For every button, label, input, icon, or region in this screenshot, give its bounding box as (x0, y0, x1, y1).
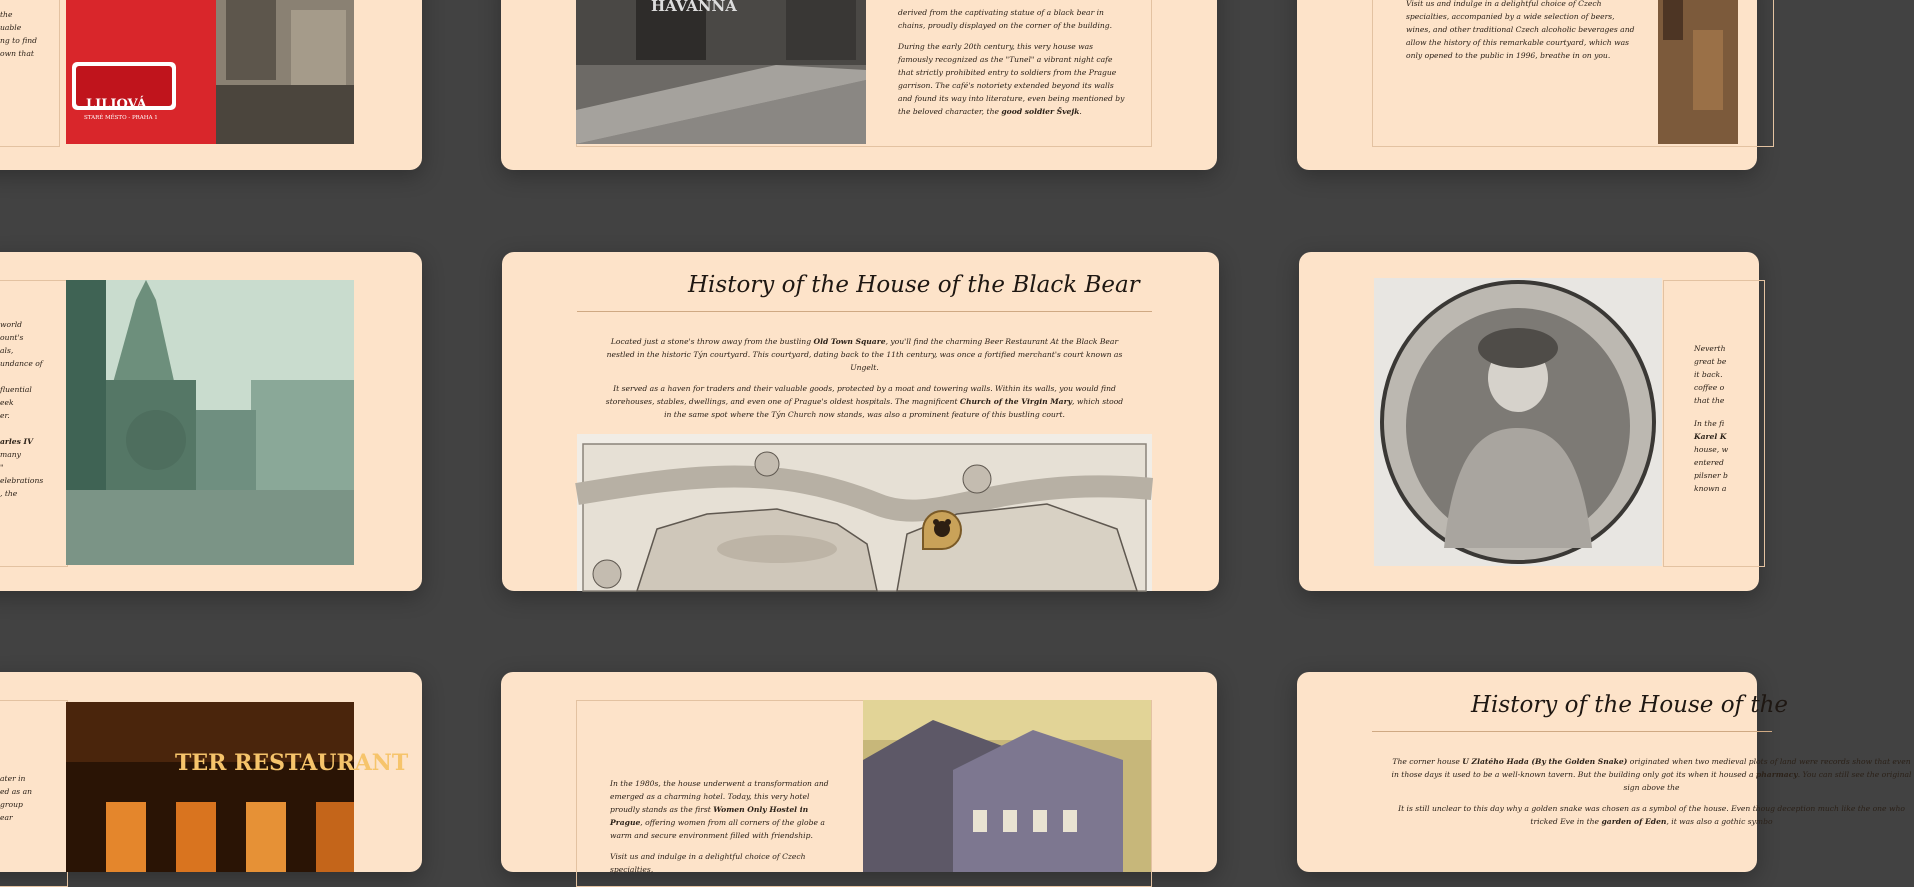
title-divider (577, 311, 1152, 312)
restaurant-sign-text: TER RESTAURANT (175, 750, 409, 776)
title-divider (1372, 731, 1772, 732)
slide-text (1406, 0, 1636, 70)
paragraph: During the early 20th century, this very house was famously recognized as the "Tunel" a vibrant night cafe that strictly prohibited entry to soldiers from the Prague garrison. The café's notoriety extended beyond its walls and found its way into literature, even being mentioned by the beloved character, the good soldier Švejk. (898, 42, 1125, 116)
restaurant-night-photo (66, 702, 354, 872)
building-painting (863, 700, 1151, 872)
slide-card-top-right[interactable] (1297, 0, 1757, 170)
historic-square-photo (66, 280, 354, 565)
paragraph: Visit us and indulge in a delightful choice of Czech specialties, accompanied by a wide selection of beers, wines, and other traditional Czech alcoholic beverages and allow the history of this remarkable courtyard, which was only opened to the public in 1996, breathe in on you. (1406, 0, 1635, 60)
slide-text: ater in ed as an group ear (0, 774, 33, 822)
slide-text (1389, 755, 1914, 836)
slide-text (610, 777, 835, 884)
street-sign-photo (66, 0, 354, 144)
street-sign-text: LILIOVÁ (86, 97, 147, 112)
slide-card-top-left[interactable] (0, 0, 422, 170)
historic-map (577, 434, 1152, 591)
slide-card-bottom-middle[interactable] (501, 672, 1217, 872)
slide-text (602, 335, 1127, 429)
shop-sign-text: HAVANNA (651, 0, 737, 15)
bear-icon (924, 512, 960, 548)
slide-card-bottom-left[interactable] (0, 672, 422, 872)
street-sign-subtext: STARÉ MĚSTO - PRAHA 1 (84, 115, 158, 121)
slide-title: History of the House of the Black Bear (688, 272, 1140, 298)
street-photo (576, 0, 866, 144)
bear-location-pin[interactable] (922, 510, 962, 550)
paragraph: In the 1980s, the house underwent a transformation and emerged as a charming hotel. Today, this very hotel proudly stands as the first Women Only Hostel in Prague, offering women from all corners of the globe a warm and secure environment filled with friendship. (610, 779, 829, 840)
slide-text: the uable ng to find own that (0, 10, 38, 58)
building-photo (1658, 0, 1738, 144)
slide-card-bottom-right[interactable] (1297, 672, 1912, 872)
slide-text: world ount's als, undance of fluential eek er. arles IV many " elebrations , the (0, 320, 44, 498)
slide-text: Neverth great be it back. coffee o that the In the fi Karel K house, w entered pilsner b known a (1694, 344, 1729, 493)
slide-text (898, 6, 1128, 126)
paragraph: It is still unclear to this day why a golden snake was chosen as a symbol of the house. Even thoug deception much like the one who tricked Eve in the garden of Eden, it was also a gothic symbo (1398, 804, 1905, 826)
paragraph: Visit us and indulge in a delightful choice of Czech specialties, (610, 852, 806, 874)
slide-title: History of the House of the (1471, 692, 1789, 718)
slide-card-top-middle[interactable] (501, 0, 1217, 170)
slide-card-mid-left[interactable] (0, 252, 422, 591)
paragraph: derived from the captivating statue of a black bear in chains, proudly displayed on the corner of the building. (898, 8, 1113, 30)
paragraph: Located just a stone's throw away from the bustling Old Town Square, you'll find the charming Beer Restaurant At the Black Bear nestled in the historic Týn courtyard. This courtyard, dating back to the 11th century, was once a fortified merchant's court known as Ungelt. (606, 337, 1123, 372)
portrait-engraving (1374, 278, 1662, 566)
paragraph: It served as a haven for traders and their valuable goods, protected by a moat and towering walls. Within its walls, you would find storehouses, stables, dwellings, and even one of Prague's oldest hospitals. The magnificent Church of the Virgin Mary, which stood in the same spot where the Týn Church now stands, was also a prominent feature of this bustling court. (605, 384, 1124, 419)
paragraph: The corner house U Zlatého Hada (By the Golden Snake) originated when two medieval plots of land were records show that even in those days it used to be a well-known tavern. But the building only got its when it housed a pharmacy. You can still see the original sign above the (1391, 757, 1912, 792)
slide-card-mid-center[interactable] (502, 252, 1219, 591)
slide-card-mid-right[interactable] (1299, 252, 1759, 591)
